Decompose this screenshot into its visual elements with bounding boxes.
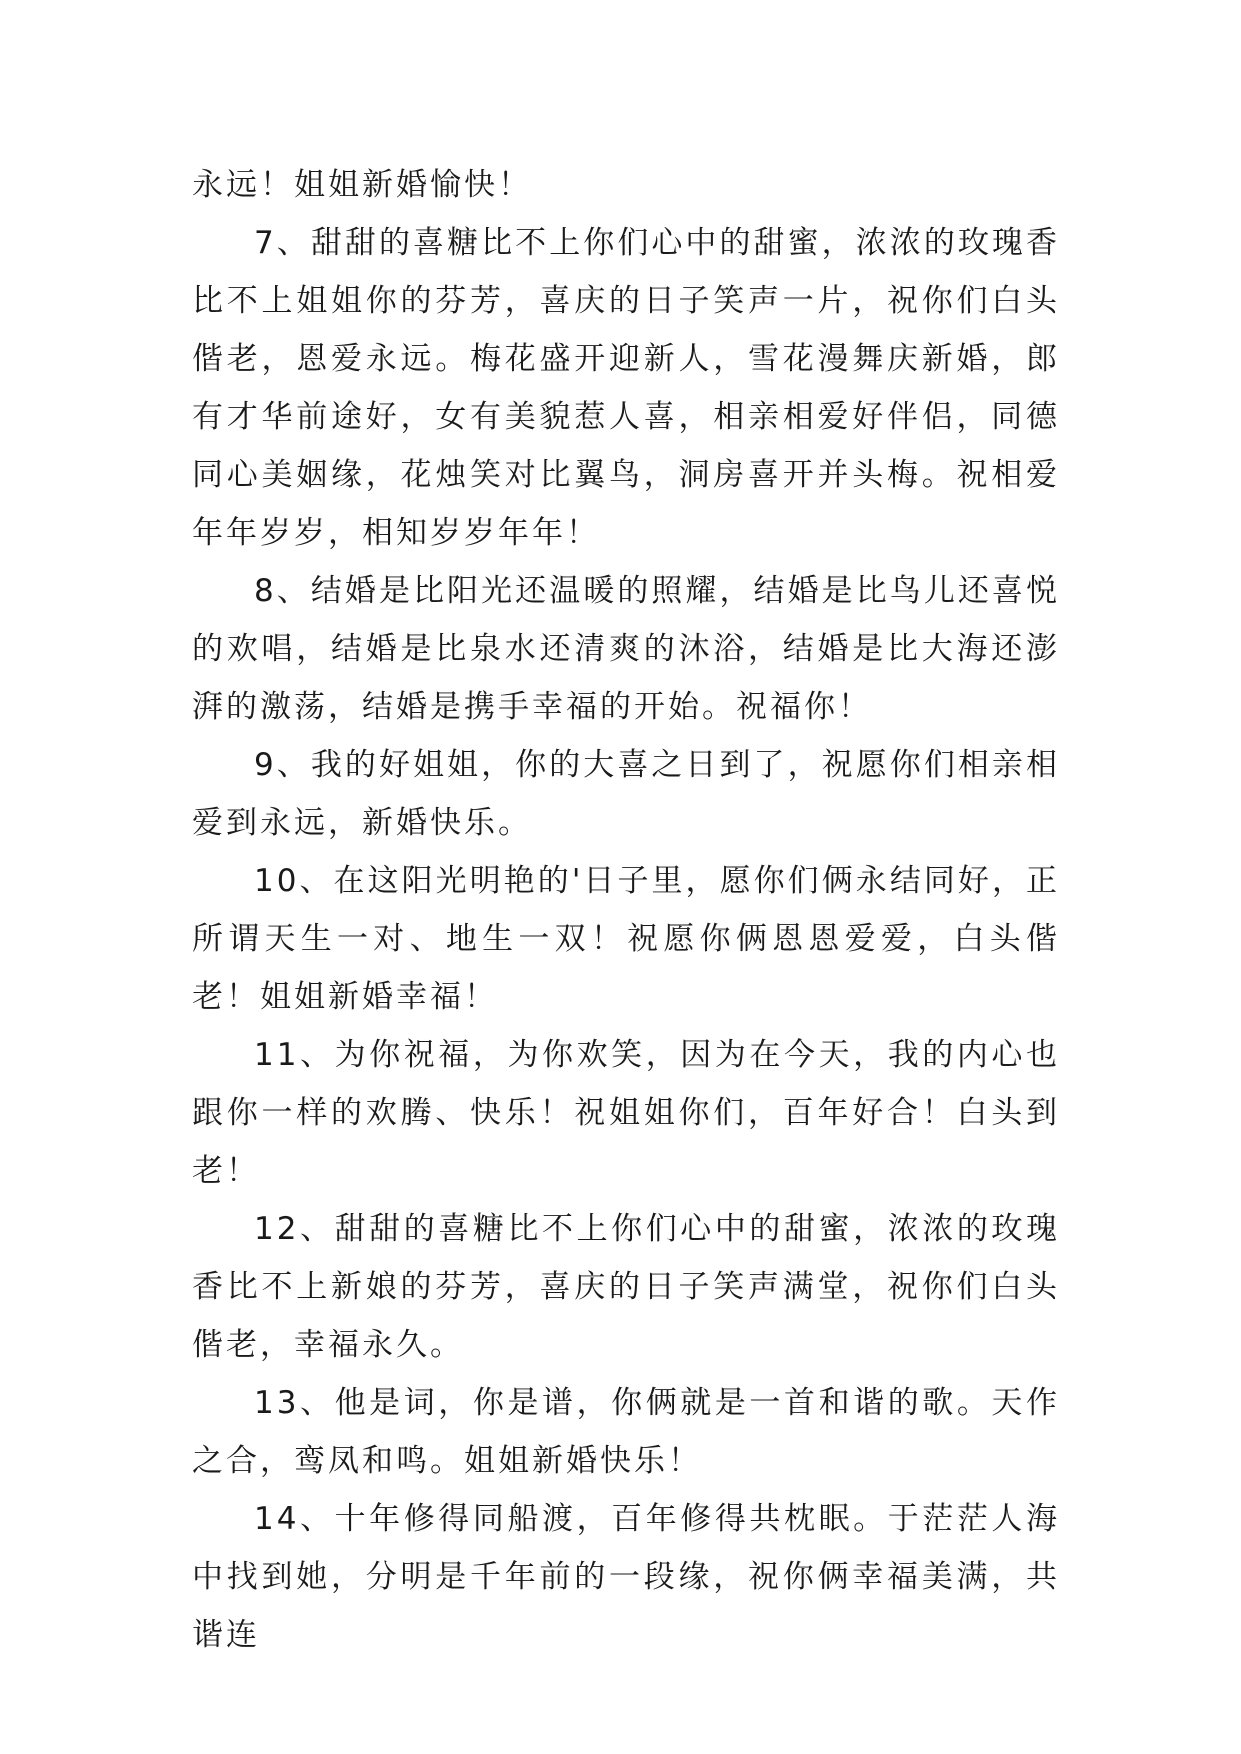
paragraph-7: 7、甜甜的喜糖比不上你们心中的甜蜜，浓浓的玫瑰香比不上姐姐你的芬芳，喜庆的日子笑声一片，祝你们白头偕老，恩爱永远。梅花盛开迎新人，雪花漫舞庆新婚，郎有才华前途好，女有美貌惹人喜，相亲相爱好伴侣，同德同心美姻缘，花烛笑对比翼鸟，洞房喜开并头梅。祝相爱年年岁岁，相知岁岁年年！ [192, 225, 1060, 551]
paragraph-14: 14、十年修得同船渡，百年修得共枕眠。于茫茫人海中找到她，分明是千年前的一段缘，祝你俩幸福美满，共谐连 [192, 1501, 1060, 1653]
paragraph-13: 13、他是词，你是谱，你俩就是一首和谐的歌。天作之合，鸾凤和鸣。姐姐新婚快乐！ [192, 1385, 1060, 1479]
document-body [192, 156, 1060, 1664]
paragraph-10: 10、在这阳光明艳的'日子里，愿你们俩永结同好，正所谓天生一对、地生一双！祝愿你俩恩恩爱爱，白头偕老！姐姐新婚幸福！ [192, 863, 1060, 1015]
paragraph-9: 9、我的好姐姐，你的大喜之日到了，祝愿你们相亲相爱到永远，新婚快乐。 [192, 747, 1060, 841]
paragraph-11: 11、为你祝福，为你欢笑，因为在今天，我的内心也跟你一样的欢腾、快乐！祝姐姐你们，百年好合！白头到老！ [192, 1037, 1060, 1189]
paragraph-continuation: 永远！姐姐新婚愉快！ [192, 167, 532, 203]
paragraph-8: 8、结婚是比阳光还温暖的照耀，结婚是比鸟儿还喜悦的欢唱，结婚是比泉水还清爽的沐浴，结婚是比大海还澎湃的激荡，结婚是携手幸福的开始。祝福你！ [192, 573, 1060, 725]
paragraph-12: 12、甜甜的喜糖比不上你们心中的甜蜜，浓浓的玫瑰香比不上新娘的芬芳，喜庆的日子笑声满堂，祝你们白头偕老，幸福永久。 [192, 1211, 1060, 1363]
